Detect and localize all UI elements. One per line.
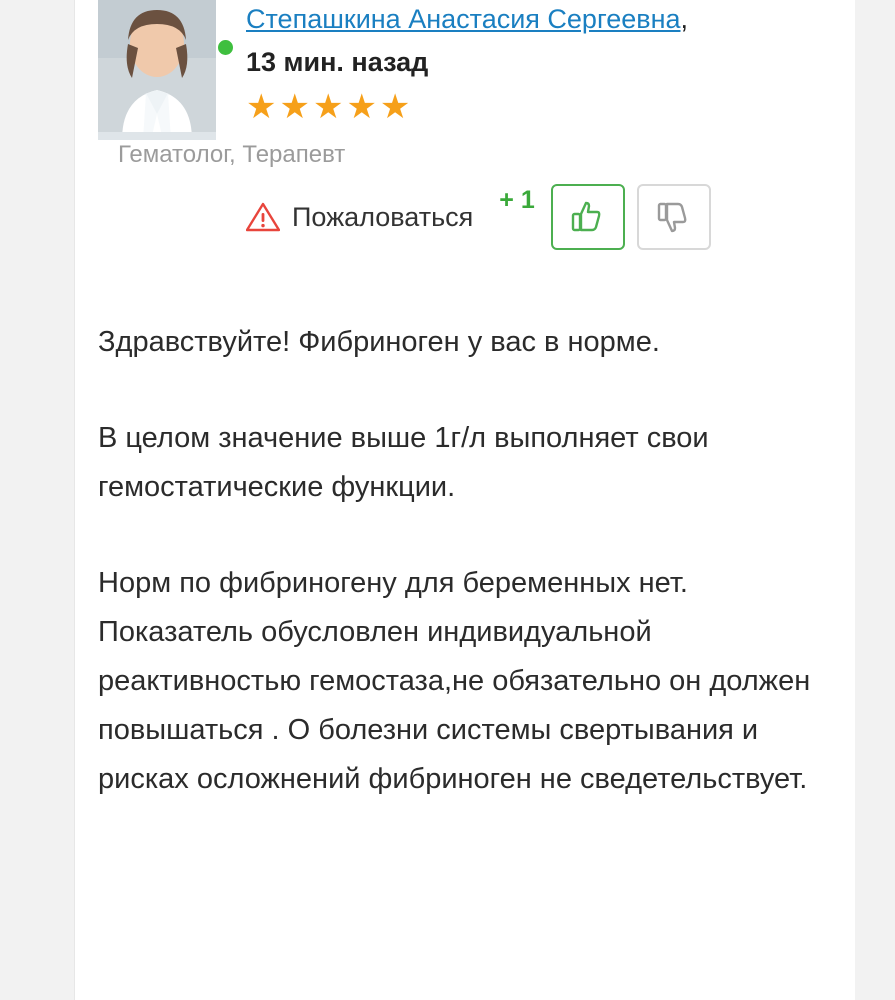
answer-paragraph: Здравствуйте! Фибриноген у вас в норме. [98,326,660,358]
answer-header [98,0,833,262]
answer-text [98,318,833,804]
online-status-dot [216,38,235,57]
vote-count: + 1 [499,186,535,214]
doctor-specialty: Гематолог, Терапевт [118,141,346,168]
answer-card [75,0,855,1000]
complain-label: Пожаловаться [292,202,474,232]
answer-actions [246,184,833,250]
complain-button[interactable] [246,202,473,232]
doctor-name-link[interactable]: Степашкина Анастасия Сергеевна [246,4,681,34]
thumbs-down-icon [656,199,692,235]
thumbs-down-button[interactable] [637,184,711,250]
answer-paragraph: Норм по фибриногену для беременных нет. Показатель обусловлен индивидуальной реактивностью гемостаза,не обязательно он должен повышаться . О болезни системы свертывания и рисках осложнений фибриноген не сведетельствует. [98,567,811,795]
thumbs-up-icon [570,199,606,235]
answer-paragraph: В целом значение выше 1г/л выполняет свои гемостатические функции. [98,422,709,503]
answer-header-text [246,0,833,126]
warning-icon [246,202,280,232]
page-gutter-right [854,0,895,1000]
avatar[interactable] [98,0,216,140]
doctor-name-suffix: , [680,4,689,34]
answer-timestamp: 13 мин. назад [246,47,429,77]
rating-stars: ★★★★★ [246,88,414,126]
doctor-line [246,0,833,38]
page-gutter-left [0,0,75,1000]
thumbs-up-button[interactable] [551,184,625,250]
avatar-wrapper [98,0,220,142]
